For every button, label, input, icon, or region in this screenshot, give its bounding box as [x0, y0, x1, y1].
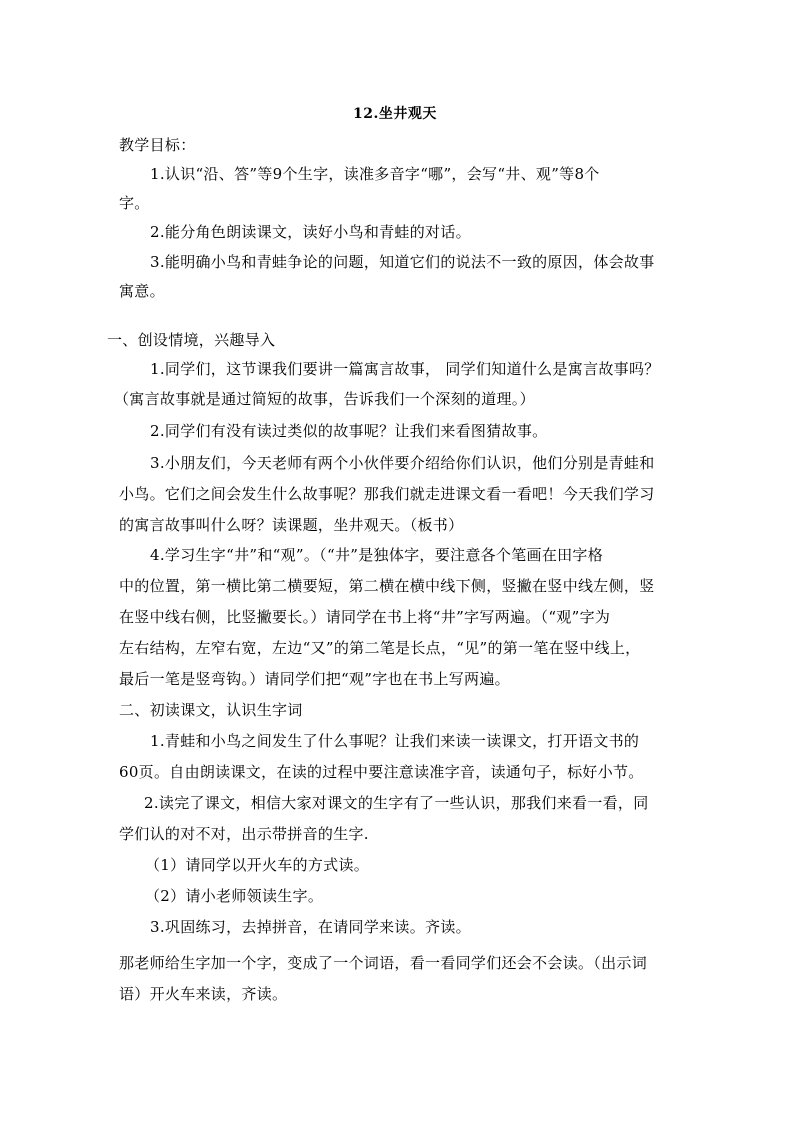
section-2-line: （1）请同学以开火车的方式读。: [145, 856, 370, 874]
section-1-line: （寓言故事就是通过简短的故事，告诉我们一个深刻的道理。）: [114, 390, 535, 408]
goal-2: 2.能分角色朗读课文，读好小鸟和青蛙的对话。: [150, 223, 471, 241]
section-2-line: 3.巩固练习，去掉拼音，在请同学来读。齐读。: [150, 918, 471, 936]
goal-1-line-2: 字。: [119, 194, 150, 212]
section-1-line: 2.同学们有没有读过类似的故事呢？让我们来看图猜故事。: [150, 422, 548, 440]
section-2-line: 语）开火车来读，齐读。: [119, 985, 288, 1003]
goal-3-line-1: 3.能明确小鸟和青蛙争论的问题，知道它们的说法不一致的原因，体会故事: [150, 253, 655, 271]
document-title: 12.坐井观天: [353, 106, 437, 122]
section-2-line: 学们认的对不对，出示带拼音的生字.: [119, 825, 369, 843]
section-1-line: 在竖中线右侧，比竖撇要长。）请同学在书上将“井”字写两遍。（“观”字为: [119, 608, 611, 626]
section-1-heading: 一、创设情境，兴趣导入: [107, 331, 276, 349]
section-2-heading: 二、初读课文，认识生字词: [119, 701, 303, 719]
section-2-line: 那老师给生字加一个字，变成了一个词语，看一看同学们还会不会读。（出示词: [119, 954, 648, 972]
section-1-line: 中的位置，第一横比第二横要短，第二横在横中线下侧，竖撇在竖中线左侧，竖: [119, 577, 655, 595]
section-1-line: 的寓言故事叫什么呀？读课题，坐井观天。（板书）: [119, 516, 464, 534]
section-2-line: 1.青蛙和小鸟之间发生了什么事呢？让我们来读一读课文，打开语文书的: [150, 732, 640, 750]
section-2-line: （2）请小老师领读生字。: [145, 887, 324, 905]
section-2-line: 60页。自由朗读课文，在读的过程中要注意读准字音，读通句子，标好小节。: [119, 763, 644, 781]
section-1-line: 1.同学们，这节课我们要讲一篇寓言故事， 同学们知道什么是寓言故事吗？: [150, 360, 660, 378]
section-1-line: 最后一笔是竖弯钩。）请同学们把“观”字也在书上写两遍。: [119, 670, 510, 688]
goal-3-line-2: 寓意。: [119, 282, 165, 300]
section-1-line: 小鸟。它们之间会发生什么故事呢？那我们就走进课文看一看吧！今天我们学习: [119, 485, 655, 503]
section-1-line: 左右结构，左窄右宽，左边“又”的第二笔是长点，“见”的第一笔在竖中线上，: [119, 639, 641, 657]
goals-heading: 教学目标：: [119, 136, 196, 154]
section-2-line: 2.读完了课文，相信大家对课文的生字有了一些认识，那我们来看一看，同: [144, 794, 649, 812]
section-1-line: 3.小朋友们，今天老师有两个小伙伴要介绍给你们认识，他们分别是青蛙和: [150, 454, 655, 472]
section-1-line: 4.学习生字“井”和“观”。（“井”是独体字，要注意各个笔画在田字格: [150, 546, 604, 564]
goal-1-line-1: 1.认识“沿、答”等9个生字，读准多音字“哪”，会写“井、观”等8个: [150, 165, 600, 183]
